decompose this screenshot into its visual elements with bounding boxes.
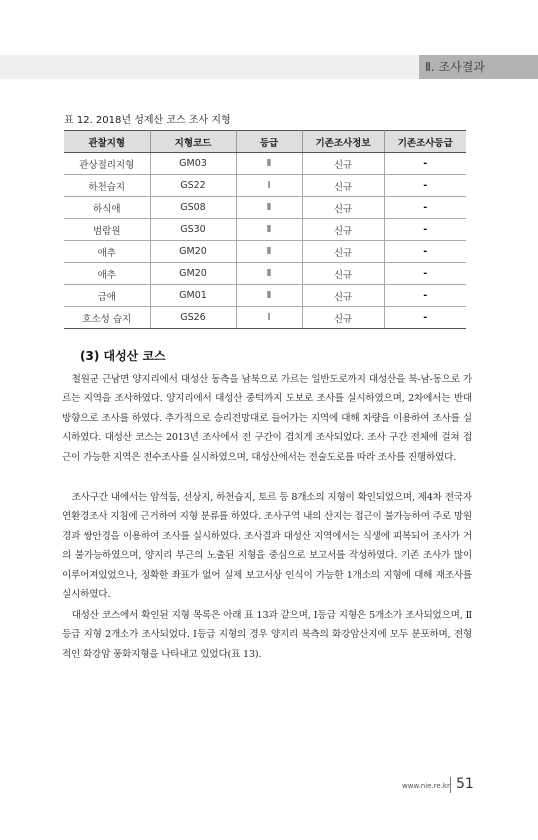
table-caption: 표 12. 2018년 성제산 코스 조사 지형: [64, 115, 231, 126]
column-header: 등급: [236, 131, 302, 153]
cell-grade: Ⅱ: [236, 153, 302, 175]
body-paragraph: 조사구간 내에서는 암석둠, 선상지, 하천습지, 토르 등 8개소의 지형이 확인되었으며, 제4차 전국자연환경조사 지침에 근거하여 지형 분류를 하였다. 조사구역 내의 산지는 접근이 불가능하여 주로 망원경과 쌍안경을 이용하여 조사를 실시하였다. 조사결과 대성산 지역에서는 식생에 피복되어 조사가 거의 불가능하였으며, 양지리 부근의 노출된 지형을 중심으로 보고서를 작성하였다. 기존 조사가 많이 이루어져있었으나, 정확한 좌표가 없어 실제 보고서상 인식이 가능한 1개소의 지형에 대해 재조사를 실시하였다.: [62, 492, 472, 601]
cell-prior-grade: -: [384, 175, 466, 197]
column-header: 관찰지형: [64, 131, 150, 153]
cell-landform: 호소성 습지: [64, 307, 150, 329]
cell-grade: Ⅱ: [236, 263, 302, 285]
footer-divider: [450, 777, 451, 793]
landform-table: [64, 130, 466, 329]
cell-landform: 하식애: [64, 197, 150, 219]
cell-prior-info: 신규: [302, 263, 384, 285]
footer-url: www.nie.re.kr: [402, 782, 450, 790]
table-row: [64, 285, 466, 307]
cell-code: GS30: [150, 219, 236, 241]
table-row: [64, 153, 466, 175]
table-row: [64, 219, 466, 241]
cell-prior-grade: -: [384, 307, 466, 329]
table-row: [64, 175, 466, 197]
cell-grade: Ⅱ: [236, 285, 302, 307]
column-header: 기존조사등급: [384, 131, 466, 153]
cell-grade: Ⅰ: [236, 307, 302, 329]
column-header: 지형코드: [150, 131, 236, 153]
column-header: 기존조사정보: [302, 131, 384, 153]
cell-prior-grade: -: [384, 197, 466, 219]
table-row: [64, 307, 466, 329]
table-row: [64, 197, 466, 219]
cell-code: GM01: [150, 285, 236, 307]
cell-landform: 범람원: [64, 219, 150, 241]
cell-prior-info: 신규: [302, 307, 384, 329]
cell-prior-grade: -: [384, 241, 466, 263]
table-header-row: [64, 131, 466, 153]
cell-landform: 관상절리지형: [64, 153, 150, 175]
cell-code: GM20: [150, 263, 236, 285]
cell-grade: Ⅱ: [236, 219, 302, 241]
cell-prior-info: 신규: [302, 241, 384, 263]
table-row: [64, 241, 466, 263]
page-number: 51: [456, 776, 474, 792]
body-paragraph: 철원군 근남면 양지리에서 대성산 동측을 남북으로 가르는 일반도로까지 대성산을 북-남-동으로 가르는 지역을 조사하였다. 양지리에서 대성산 중턱까지 도보로 조사를 실시하였으며, 2차에서는 반대 방향으로 조사를 하였다. 추가적으로 승리전망대로 들어가는 지역에 대해 차량을 이용하여 조사를 실시하였다. 대성산 코스는 2013년 조사에서 전 구간이 겹치게 조사되었다. 조사 구간 전체에 걸쳐 접근이 가능한 지역은 전수조사를 실시하였으며, 대성산에서는 전술도로를 따라 조사를 진행하였다.: [62, 374, 472, 463]
cell-prior-info: 신규: [302, 285, 384, 307]
cell-prior-grade: -: [384, 153, 466, 175]
cell-landform: 급애: [64, 285, 150, 307]
cell-prior-info: 신규: [302, 219, 384, 241]
cell-prior-grade: -: [384, 263, 466, 285]
cell-code: GS22: [150, 175, 236, 197]
header-section-title: Ⅱ. 조사결과: [425, 60, 485, 74]
cell-prior-info: 신규: [302, 197, 384, 219]
cell-grade: Ⅱ: [236, 197, 302, 219]
cell-code: GS26: [150, 307, 236, 329]
table-row: [64, 263, 466, 285]
cell-grade: Ⅰ: [236, 175, 302, 197]
cell-landform: 애추: [64, 241, 150, 263]
cell-landform: 하천습지: [64, 175, 150, 197]
body-paragraph: 대성산 코스에서 확인된 지형 목록은 아래 표 13과 같으며, Ⅰ등급 지형은 5개소가 조사되었으며, Ⅱ등급 지형 2개소가 조사되었다. Ⅰ등급 지형의 경우 양지리 북측의 화강암산지에 모두 분포하며, 전형적인 화강암 풍화지형을 나타내고 있었다(표 13).: [62, 610, 472, 660]
cell-code: GS08: [150, 197, 236, 219]
cell-prior-grade: -: [384, 285, 466, 307]
cell-prior-info: 신규: [302, 175, 384, 197]
section-heading: (3) 대성산 코스: [80, 349, 166, 363]
cell-prior-info: 신규: [302, 153, 384, 175]
cell-prior-grade: -: [384, 219, 466, 241]
cell-grade: Ⅱ: [236, 241, 302, 263]
cell-code: GM03: [150, 153, 236, 175]
cell-landform: 애추: [64, 263, 150, 285]
cell-code: GM20: [150, 241, 236, 263]
